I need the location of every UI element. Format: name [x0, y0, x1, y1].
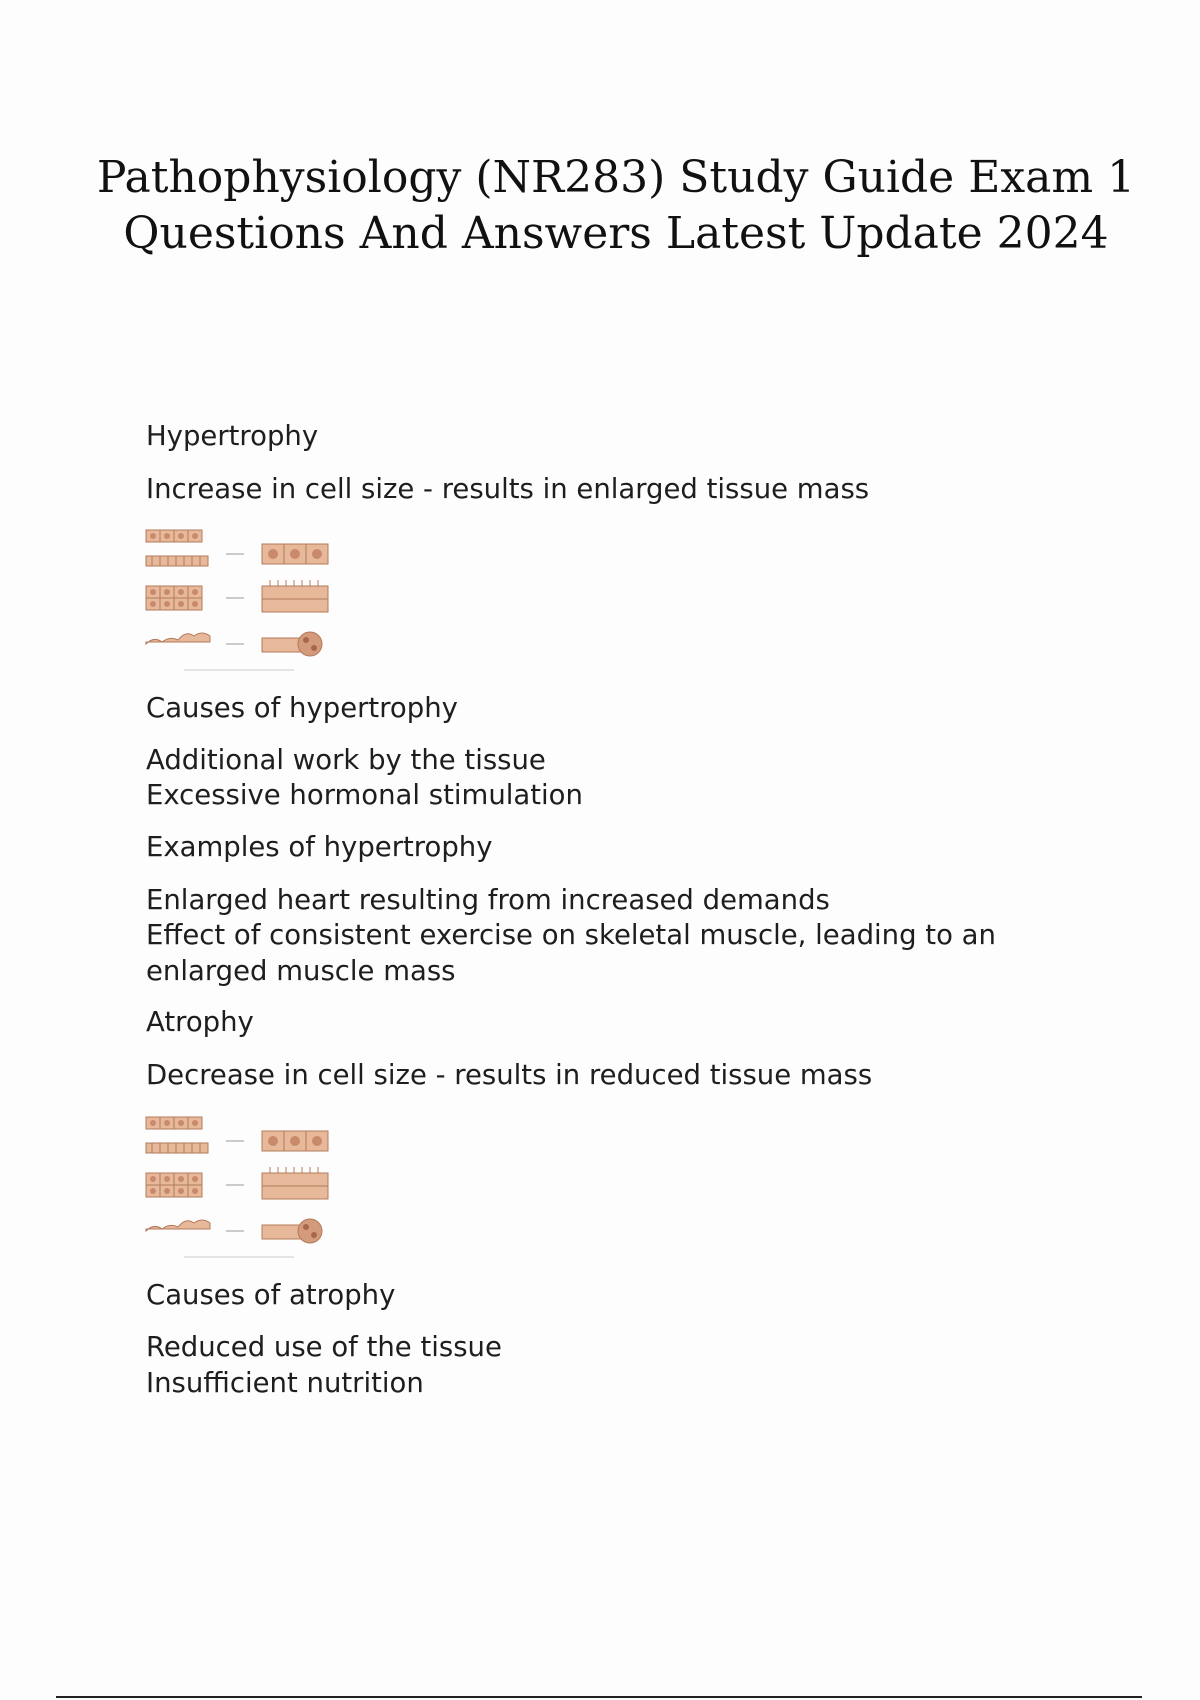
- examples-line-1: Enlarged heart resulting from increased demands: [146, 884, 830, 916]
- cell-adaptation-diagram-2: [144, 1113, 332, 1261]
- irregular-cells-icon: [146, 1220, 210, 1231]
- normal-cells-icon: [146, 1117, 202, 1129]
- columnar-cells-icon: [146, 556, 208, 566]
- definition-atrophy: Decrease in cell size - results in reduced tissue mass: [146, 1059, 873, 1091]
- definition-hypertrophy: Increase in cell size - results in enlarged tissue mass: [146, 473, 870, 505]
- examples-line-3: enlarged muscle mass: [146, 955, 456, 987]
- term-causes-of-hypertrophy: Causes of hypertrophy: [146, 692, 458, 724]
- columnar-cells-icon: [146, 1143, 208, 1153]
- causes-hypertrophy-line-1: Additional work by the tissue: [146, 744, 546, 776]
- causes-hypertrophy-line-2: Excessive hormonal stimulation: [146, 779, 583, 811]
- irregular-cells-icon: [146, 633, 210, 644]
- term-atrophy: Atrophy: [146, 1006, 254, 1038]
- term-causes-of-atrophy: Causes of atrophy: [146, 1279, 396, 1311]
- ciliated-cells-icon: [262, 1167, 328, 1199]
- dysplastic-cells-icon: [262, 1219, 322, 1243]
- term-examples-of-hypertrophy: Examples of hypertrophy: [146, 831, 493, 863]
- cell-adaptation-diagram: [144, 526, 332, 674]
- term-hypertrophy: Hypertrophy: [146, 420, 319, 452]
- document-title: [0, 150, 1200, 262]
- hyperplasia-cells-icon: [146, 1173, 202, 1197]
- examples-line-2: Effect of consistent exercise on skeletal muscle, leading to an: [146, 919, 996, 951]
- causes-atrophy-line-2: Insufficient nutrition: [146, 1367, 424, 1399]
- title-line-1: Pathophysiology (NR283) Study Guide Exam 1: [96, 152, 1136, 203]
- enlarged-cells-icon: [262, 544, 328, 564]
- footer-rule: [56, 1696, 1142, 1698]
- enlarged-cells-icon: [262, 1131, 328, 1151]
- normal-cells-icon: [146, 530, 202, 542]
- hyperplasia-cells-icon: [146, 586, 202, 610]
- causes-atrophy-line-1: Reduced use of the tissue: [146, 1331, 502, 1363]
- ciliated-cells-icon: [262, 580, 328, 612]
- title-line-2: Questions And Answers Latest Update 2024: [123, 208, 1109, 259]
- dysplastic-cells-icon: [262, 632, 322, 656]
